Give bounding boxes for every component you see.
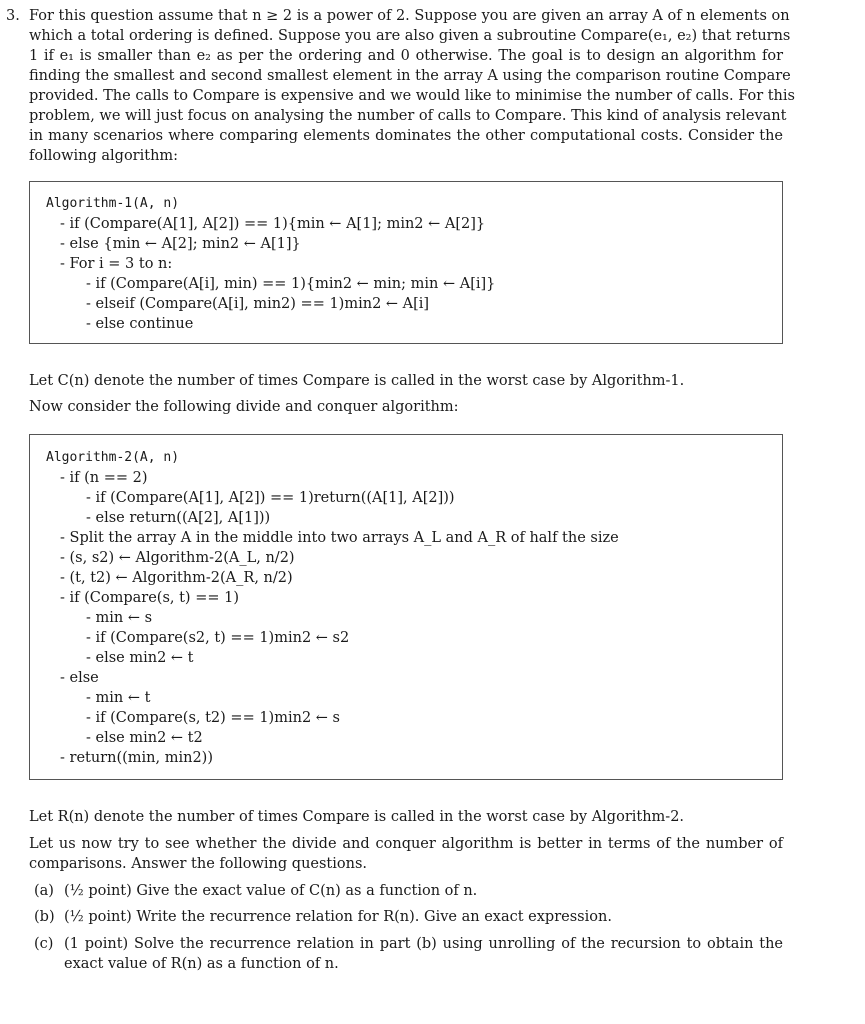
algorithm-2-line: - if (Compare(s2, t) == 1)min2 ← s2 — [86, 630, 350, 646]
algorithm-1-line: - elseif (Compare(A[i], min2) == 1)min2 ← A[i] — [86, 296, 430, 312]
part-label: (c) — [34, 936, 54, 952]
algorithm-2-line: - if (n == 2) — [60, 470, 148, 486]
intro-line: following algorithm: — [29, 148, 179, 164]
algorithm-2-line: - if (Compare(s, t2) == 1)min2 ← s — [86, 710, 340, 726]
algorithm-2-line: - if (Compare(s, t) == 1) — [60, 590, 239, 606]
algorithm-2-line: - else min2 ← t2 — [86, 730, 203, 746]
intro-line: provided. The calls to Compare is expensive and we would like to minimise the number of calls. For this — [29, 88, 795, 104]
r-n-definition: Let R(n) denote the number of times Compare is called in the worst case by Algorithm-2. — [29, 809, 685, 825]
algorithm-2-line: - min ← t — [86, 690, 151, 706]
algorithm-2-title: Algorithm-2(A, n) — [46, 450, 180, 465]
part-label: (b) — [34, 909, 55, 925]
algorithm-2-line: - (s, s2) ← Algorithm-2(A_L, n/2) — [60, 550, 295, 566]
algorithm-2-line: - else return((A[2], A[1])) — [86, 510, 271, 526]
part-text: (½ point) Give the exact value of C(n) as a function of n. — [64, 883, 478, 899]
part-text: exact value of R(n) as a function of n. — [64, 956, 339, 972]
part-text: (½ point) Write the recurrence relation for R(n). Give an exact expression. — [64, 909, 612, 925]
algorithm-2-line: - min ← s — [86, 610, 153, 626]
questions-intro-line: comparisons. Answer the following questions. — [29, 856, 368, 872]
algorithm-2-line: - else — [60, 670, 99, 686]
algorithm-1-line: - if (Compare(A[i], min) == 1){min2 ← min; min ← A[i]} — [86, 276, 496, 292]
algorithm-2-line: - else min2 ← t — [86, 650, 194, 666]
questions-intro-line: Let us now try to see whether the divide and conquer algorithm is better in terms of the number of — [29, 836, 783, 852]
intro-line: finding the smallest and second smallest element in the array A using the comparison routine Compare — [29, 68, 791, 84]
question-number: 3. — [6, 8, 20, 24]
divide-conquer-intro: Now consider the following divide and conquer algorithm: — [29, 399, 459, 415]
intro-line: in many scenarios where comparing elements dominates the other computational costs. Consider the — [29, 128, 783, 144]
algorithm-2-line: - (t, t2) ← Algorithm-2(A_R, n/2) — [60, 570, 293, 586]
part-text: (1 point) Solve the recurrence relation in part (b) using unrolling of the recursion to obtain the — [64, 936, 783, 952]
algorithm-2-line: - if (Compare(A[1], A[2]) == 1)return((A[1], A[2])) — [86, 490, 455, 506]
part-label: (a) — [34, 883, 54, 899]
algorithm-1-box — [29, 181, 783, 344]
algorithm-1-line: - if (Compare(A[1], A[2]) == 1){min ← A[1]; min2 ← A[2]} — [60, 216, 486, 232]
intro-line: which a total ordering is defined. Suppose you are also given a subroutine Compare(e₁, e₂) that returns — [29, 28, 791, 44]
intro-line: 1 if e₁ is smaller than e₂ as per the ordering and 0 otherwise. The goal is to design an algorithm for — [29, 48, 783, 64]
c-n-definition: Let C(n) denote the number of times Compare is called in the worst case by Algorithm-1. — [29, 373, 685, 389]
algorithm-1-line: - else continue — [86, 316, 194, 332]
intro-line: problem, we will just focus on analysing the number of calls to Compare. This kind of analysis relevant — [29, 108, 787, 124]
algorithm-2-box — [29, 434, 783, 780]
algorithm-1-title: Algorithm-1(A, n) — [46, 196, 180, 211]
algorithm-2-line: - Split the array A in the middle into two arrays A_L and A_R of half the size — [60, 530, 619, 546]
algorithm-2-line: - return((min, min2)) — [60, 750, 213, 766]
intro-line: For this question assume that n ≥ 2 is a power of 2. Suppose you are given an array A of n elements on — [29, 8, 790, 24]
algorithm-1-line: - For i = 3 to n: — [60, 256, 173, 272]
algorithm-1-line: - else {min ← A[2]; min2 ← A[1]} — [60, 236, 301, 252]
